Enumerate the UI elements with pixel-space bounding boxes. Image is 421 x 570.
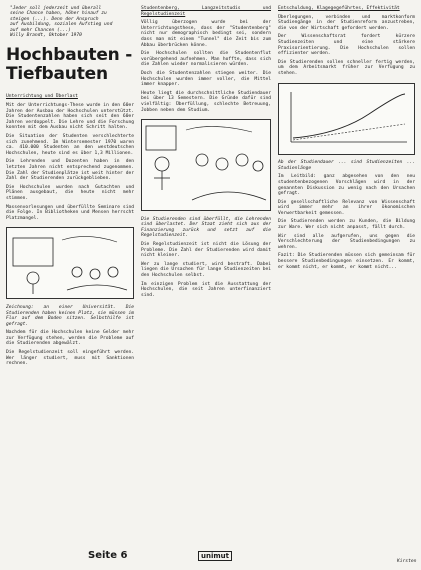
- opening-quote: [10, 6, 134, 38]
- cartoon-crowd: [141, 119, 271, 211]
- col2-cartoon-caption: Die Studierenden sind überfüllt, die Lehrenden sind überlastet. Der Staat zieht sich aus der Finanzierung zurück und setzt auf die Regelstudienzeit.: [141, 216, 271, 239]
- title-line-1: Hochbauten -: [6, 45, 133, 66]
- col3-after-3: Die Studierenden werden zu Kunden, die Bildung zur Ware. Wer sich nicht anpasst, fällt durch.: [278, 219, 415, 231]
- col1-para-1: Mit der Unterrichtungs-These wurde in den 60er Jahren der Ausbau der Hochschulen unterstützt. Die Studentenzahlen haben sich seit den 60er Jahren verdoppelt. Die Lehre und die Forschung konnten mit dem Ausbau nicht Schritt halten.: [6, 103, 134, 131]
- page-title: [6, 46, 134, 84]
- col1-cartoon-caption: Zeichnung: an einer Universität. Die Studierenden haben keinen Platz, sie müssen im Flur auf dem Boden sitzen. Selbsthilfe ist gefragt.: [6, 304, 134, 327]
- quote-line-5: auf mehr Chancen (...): [10, 27, 71, 33]
- col1-para-4: Die Hochschulen wurden nach Gutachten und Plänen ausgebaut, die heute nicht mehr stimmen.: [6, 184, 134, 201]
- col2-para-3: Doch die Studentenzahlen stiegen weiter. Die Hochschulen wurden immer voller, die Mittel immer knapper.: [141, 70, 271, 88]
- col2-heading: Studentenberg, Langzeitstudis und Regelstudienzeit: [141, 6, 271, 17]
- quote-line-1: "Jeder soll jederzeit und überall: [10, 6, 102, 11]
- col1-para-2: Die Situation der Studenten verschlechterte sich zunehmend. Im Wintersemester 1970 waren ca. 410.000 Studenten an den westdeutschen Hochschulen, heute sind es über 1,3 Millionen.: [6, 134, 134, 156]
- page-number: Seite 6: [88, 550, 128, 561]
- author-signature: Kirsten: [397, 559, 417, 564]
- unimut-logo: unimut: [198, 551, 232, 561]
- col3-para-3: Die Studierenden sollen schneller fertig werden, um dem Arbeitsmarkt früher zur Verfügung zu stehen.: [278, 59, 415, 76]
- col3-after-5: Fazit: Die Studierenden müssen sich gemeinsam für bessere Studienbedingungen einsetzen. Er kommt, er kommt nicht, er kommt, er kommt nicht...: [278, 253, 415, 270]
- col2-after-2: Wer zu lange studiert, wird bestraft. Dabei liegen die Ursachen für lange Studienzeiten bei den Hochschulen selbst.: [141, 261, 271, 279]
- quote-line-2: seine Chance haben, höher hinauf zu: [10, 11, 107, 17]
- quote-line-3: steigen (...). Denn der Anspruch: [10, 16, 99, 22]
- column-1: [6, 6, 134, 370]
- col1-after-2: Die Regelstudienzeit soll eingeführt werden. Wer länger studiert, muss mit Sanktionen rechnen.: [6, 350, 134, 367]
- column-3: [278, 6, 415, 273]
- col2-after-3: Im einzigen Problem ist die Ausstattung der Hochschulen, die seit Jahren unterfinanziert sind.: [141, 281, 271, 298]
- col2-para-1: Völlig überzogen wurde bei der Unterrichtungsthese, dass der "Studentenberg" nicht nur demographisch bedingt sei, sondern dass man mit einem "Tunnel" die Zeit bis zum Abbau überbrücken könne.: [141, 20, 271, 48]
- column-2: [141, 6, 271, 301]
- col2-para-2: Die Hochschulen sollten die Studentenflut vorübergehend aufnehmen. Man hoffte, dass sich die Zahlen wieder normalisieren würden.: [141, 51, 271, 68]
- col3-para-2: Der Wissenschaftsrat fordert kürzere Studienzeiten und eine stärkere Praxisorientierung. Die Hochschulen sollen effizienter werden.: [278, 34, 415, 57]
- col3-after-4: Wir sind alle aufgerufen, uns gegen die Verschlechterung der Studienbedingungen zu wehren.: [278, 233, 415, 250]
- col1-para-5: Massenvorlesungen und überfüllte Seminare sind die Folge. In Bibliotheken und Mensen herrscht Platzmangel.: [6, 204, 134, 221]
- col3-heading: Entschuldung, Klagegegeführtes, Effektivität: [278, 6, 400, 11]
- chart-caption: Ab der Studiendauer ... sind Studienzeiten ... Studienlänge: [278, 160, 415, 171]
- col3-para-1: Überlegungen, verbinden und marktkonform Studiengänge in der Studienreform anzustreben, die von der Wirtschaft gefordert werden.: [278, 14, 415, 31]
- col3-after-2: Die gesellschaftliche Relevanz von Wissenschaft wird immer mehr an ihrer ökonomischen Verwertbarkeit gemessen.: [278, 199, 415, 216]
- col1-after-1: Nachdem für die Hochschulen keine Gelder mehr zur Verfügung stehen, werden die Probleme auf die Studierenden abgewälzt.: [6, 330, 134, 347]
- section-subhead: Unterrichtung und Überlast: [6, 94, 78, 100]
- col1-para-3: Die Lehrenden und Dozenten haben in den letzten Jahren nicht entsprechend zugenommen. Die Zahl der Studienplätze ist weit hinter der Zahl der Studierenden zurückgeblieben.: [6, 159, 134, 182]
- col2-after-1: Die Regelstudienzeit ist nicht die Lösung der Probleme. Die Zahl der Studierenden wird damit nicht kleiner.: [141, 242, 271, 259]
- col3-after-1: Im Leitbild: ganz abgesehen von den neu studentenbezogenen Vorschlägen wird in der genannten Diskussion zu wenig nach den Ursachen gefragt.: [278, 174, 415, 197]
- quote-line-4: auf Ausbildung, sozialen Aufstieg und: [10, 22, 113, 28]
- hand-drawn-chart: [278, 83, 415, 155]
- quote-author: Willy Brandt, Oktober 1970: [10, 33, 82, 39]
- cartoon-lecture-hall: [6, 227, 134, 299]
- col2-para-4: Heute liegt die durchschnittliche Studiendauer bei über 13 Semestern. Die Gründe dafür sind vielfältig: Überfüllung, schlechte Betreuung, Jobben neben dem Studium.: [141, 90, 271, 113]
- title-line-2: Tiefbauten: [6, 64, 108, 85]
